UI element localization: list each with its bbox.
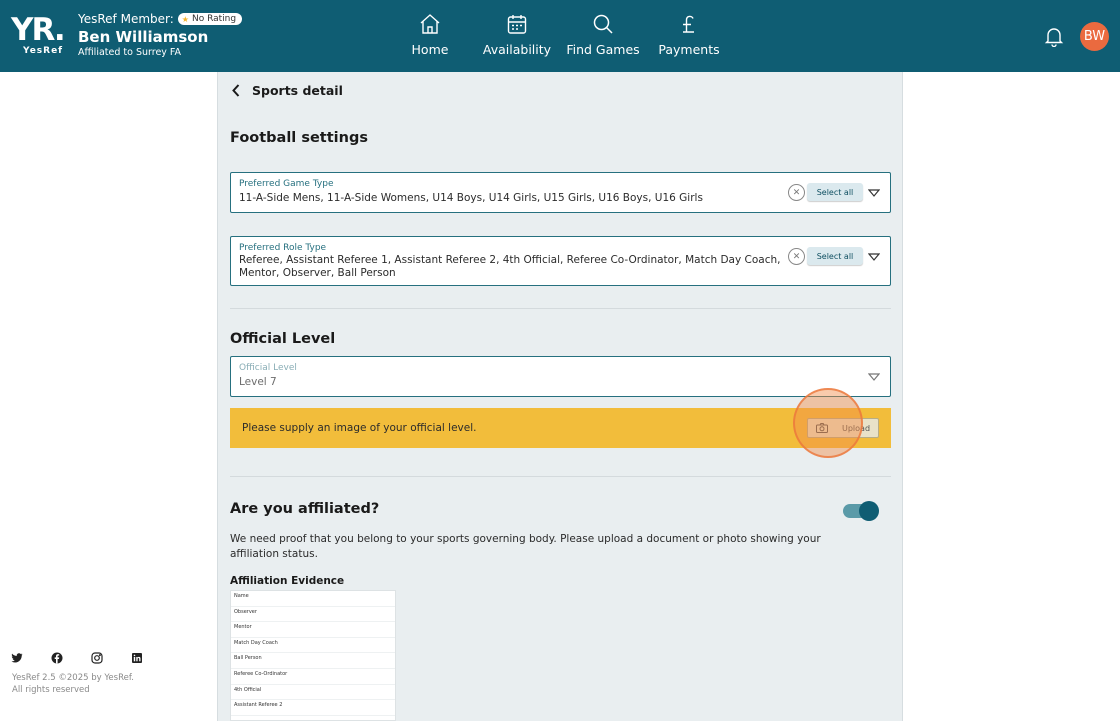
instagram-icon[interactable]	[91, 652, 103, 664]
calendar-icon	[505, 12, 529, 36]
nav-payments[interactable]	[644, 12, 734, 57]
evidence-row: Match Day Coach	[231, 638, 395, 654]
section-divider	[230, 308, 891, 309]
section-divider	[230, 476, 891, 477]
nav-home-label: Home	[411, 42, 449, 57]
member-info	[78, 11, 242, 58]
copyright-line: YesRef 2.5 ©2025 by YesRef.	[12, 673, 134, 683]
rights-line: All rights reserved	[12, 685, 90, 695]
affiliation-description: We need proof that you belong to your sports governing body. Please upload a document or photo showing your affiliation status.	[230, 533, 821, 560]
bell-icon[interactable]	[1044, 25, 1064, 47]
nav-home[interactable]	[385, 12, 475, 57]
nav-availability[interactable]	[472, 12, 562, 57]
evidence-row: 4th Official	[231, 685, 395, 701]
affiliated-heading: Are you affiliated?	[230, 501, 380, 517]
affiliation-evidence-title: Affiliation Evidence	[230, 575, 345, 587]
rating-badge	[178, 13, 242, 25]
chevron-down-icon[interactable]	[868, 253, 880, 261]
top-header	[0, 0, 1120, 72]
linkedin-icon[interactable]	[131, 652, 143, 664]
avatar[interactable]: BW	[1080, 22, 1109, 51]
sports-detail-panel	[217, 72, 903, 721]
official-level-warning	[230, 408, 891, 448]
affiliation-evidence-image[interactable]	[230, 590, 396, 721]
copyright	[12, 672, 134, 696]
facebook-icon[interactable]	[51, 652, 63, 664]
evidence-row: Observer	[231, 607, 395, 623]
select-all-game-types-button[interactable]: Select all	[807, 183, 863, 201]
nav-payments-label: Payments	[658, 42, 720, 57]
search-icon	[591, 12, 615, 36]
evidence-row: Mentor	[231, 622, 395, 638]
logo-mark: YR.	[11, 12, 64, 48]
evidence-row: Name	[231, 591, 395, 607]
select-all-role-types-button[interactable]: Select all	[807, 247, 863, 265]
chevron-down-icon[interactable]	[868, 189, 880, 197]
game-type-value: 11-A-Side Mens, 11-A-Side Womens, U14 Boys, U14 Girls, U15 Girls, U16 Boys, U16 Girls	[239, 192, 703, 204]
official-level-select[interactable]	[230, 356, 891, 397]
evidence-row: Ball Person	[231, 653, 395, 669]
nav-availability-label: Availability	[482, 42, 552, 57]
rating-badge-text: No Rating	[191, 14, 237, 24]
affiliation-text: Affiliated to Surrey FA	[78, 47, 182, 58]
preferred-game-type-select[interactable]	[230, 172, 891, 213]
official-level-label: Official Level	[239, 363, 297, 373]
upload-button[interactable]	[807, 418, 879, 438]
affiliated-toggle[interactable]	[843, 501, 881, 519]
back-button[interactable]	[232, 83, 343, 98]
warning-text: Please supply an image of your official level.	[242, 422, 477, 434]
toggle-knob	[859, 501, 879, 521]
role-type-label: Preferred Role Type	[239, 243, 327, 253]
clear-game-type-button[interactable]: ✕	[788, 184, 805, 201]
yesref-logo[interactable]	[11, 14, 69, 58]
camera-icon	[816, 423, 828, 433]
football-settings-heading: Football settings	[230, 130, 368, 146]
role-type-value-line1: Referee, Assistant Referee 1, Assistant Referee 2, 4th Official, Referee Co-Ordinator, Match Day Coach,	[239, 254, 781, 266]
evidence-row: Referee Co-Ordinator	[231, 669, 395, 685]
game-type-label: Preferred Game Type	[239, 179, 334, 189]
chevron-down-icon[interactable]	[868, 373, 880, 381]
official-level-heading: Official Level	[230, 331, 336, 347]
role-type-value-line2: Mentor, Observer, Ball Person	[239, 267, 396, 279]
upload-label: Upload	[841, 423, 871, 433]
official-level-value: Level 7	[239, 376, 277, 388]
pound-icon	[677, 12, 701, 36]
chevron-left-icon	[232, 84, 240, 97]
star-icon: ★	[181, 14, 189, 24]
nav-find-games[interactable]	[558, 12, 648, 57]
user-name: Ben Williamson	[78, 28, 209, 46]
page-title: Sports detail	[252, 83, 343, 98]
clear-role-type-button[interactable]: ✕	[788, 248, 805, 265]
logo-wordmark: YesRef	[23, 46, 64, 56]
home-icon	[418, 12, 442, 36]
nav-find-games-label: Find Games	[566, 42, 640, 57]
twitter-icon[interactable]	[11, 652, 23, 664]
member-label: YesRef Member:	[78, 12, 174, 26]
preferred-role-type-select[interactable]	[230, 236, 891, 286]
evidence-row: Assistant Referee 2	[231, 700, 395, 716]
